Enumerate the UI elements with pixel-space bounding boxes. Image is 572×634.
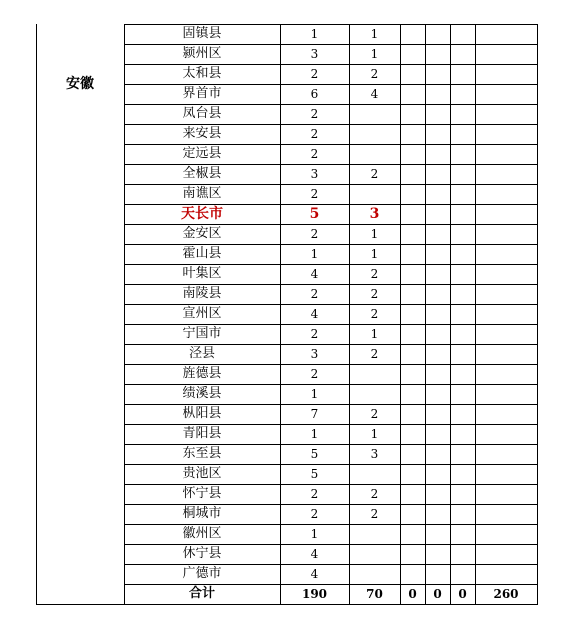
count-e-cell	[450, 524, 475, 544]
count-total-cell	[475, 384, 537, 404]
count-total-cell	[475, 364, 537, 384]
count-total-cell	[475, 444, 537, 464]
count-a-cell: 4	[310, 307, 319, 321]
count-a-cell: 2	[310, 107, 319, 121]
count-total-cell	[475, 424, 537, 444]
count-d-cell	[425, 84, 450, 104]
count-b-cell	[349, 144, 400, 164]
count-total-cell	[475, 564, 537, 584]
table-row	[124, 264, 537, 284]
table-row	[124, 524, 537, 544]
count-c-cell	[400, 324, 425, 344]
county-name-cell: 南陵县	[182, 286, 222, 301]
count-e-cell	[450, 284, 475, 304]
count-c-cell	[400, 364, 425, 384]
count-c-cell	[400, 64, 425, 84]
count-c-cell	[400, 524, 425, 544]
count-a-cell: 5	[310, 467, 319, 481]
count-b-cell: 1	[370, 47, 379, 61]
count-a-cell: 4	[310, 547, 319, 561]
count-e-cell	[450, 484, 475, 504]
count-c-cell	[400, 204, 425, 224]
count-b-cell: 2	[370, 507, 379, 521]
table-row	[124, 484, 537, 504]
table-row	[124, 444, 537, 464]
total-a-cell: 190	[301, 587, 328, 601]
count-d-cell	[425, 464, 450, 484]
total-c-cell: 0	[408, 587, 417, 601]
table-row	[124, 344, 537, 364]
count-b-cell	[349, 464, 400, 484]
count-d-cell	[425, 304, 450, 324]
table-row	[124, 304, 537, 324]
count-d-cell	[425, 424, 450, 444]
county-name-cell: 宣州区	[182, 306, 222, 321]
county-name-cell: 全椒县	[182, 166, 222, 181]
count-c-cell	[400, 164, 425, 184]
count-e-cell	[450, 184, 475, 204]
table-row	[124, 324, 537, 344]
table-row	[124, 204, 537, 224]
county-name-cell: 宁国市	[182, 326, 222, 341]
count-a-cell: 3	[310, 347, 319, 361]
count-e-cell	[450, 384, 475, 404]
count-c-cell	[400, 244, 425, 264]
county-name-cell: 怀宁县	[182, 486, 222, 501]
count-c-cell	[400, 464, 425, 484]
county-name-cell: 青阳县	[182, 426, 222, 441]
count-e-cell	[450, 24, 475, 44]
count-b-cell: 2	[370, 347, 379, 361]
count-total-cell	[475, 244, 537, 264]
count-e-cell	[450, 324, 475, 344]
count-total-cell	[475, 404, 537, 424]
count-d-cell	[425, 564, 450, 584]
count-c-cell	[400, 564, 425, 584]
count-e-cell	[450, 204, 475, 224]
count-d-cell	[425, 64, 450, 84]
count-d-cell	[425, 104, 450, 124]
count-b-cell: 2	[370, 167, 379, 181]
table-row	[124, 84, 537, 104]
count-c-cell	[400, 144, 425, 164]
count-e-cell	[450, 264, 475, 284]
county-name-cell: 徽州区	[182, 526, 222, 541]
count-e-cell	[450, 224, 475, 244]
count-b-cell	[349, 544, 400, 564]
count-total-cell	[475, 184, 537, 204]
count-e-cell	[450, 544, 475, 564]
count-e-cell	[450, 404, 475, 424]
count-a-cell: 5	[310, 447, 319, 461]
county-name-cell: 休宁县	[182, 546, 222, 561]
table-row	[124, 164, 537, 184]
count-e-cell	[450, 164, 475, 184]
count-total-cell	[475, 84, 537, 104]
count-total-cell	[475, 264, 537, 284]
count-total-cell	[475, 124, 537, 144]
table-row	[124, 144, 537, 164]
total-label-cell: 合计	[188, 586, 215, 601]
count-d-cell	[425, 144, 450, 164]
count-a-cell: 7	[310, 407, 319, 421]
count-total-cell	[475, 64, 537, 84]
count-e-cell	[450, 64, 475, 84]
count-b-cell: 1	[370, 247, 379, 261]
count-b-cell	[349, 364, 400, 384]
count-total-cell	[475, 164, 537, 184]
count-d-cell	[425, 24, 450, 44]
count-b-cell: 3	[370, 447, 379, 461]
table-row	[124, 44, 537, 64]
count-a-cell: 4	[310, 267, 319, 281]
count-total-cell	[475, 484, 537, 504]
count-total-cell	[475, 524, 537, 544]
count-b-cell: 1	[370, 327, 379, 341]
count-e-cell	[450, 44, 475, 64]
table-row	[124, 24, 537, 44]
count-a-cell: 2	[310, 127, 319, 141]
count-c-cell	[400, 284, 425, 304]
count-e-cell	[450, 144, 475, 164]
table-row	[124, 504, 537, 524]
count-c-cell	[400, 424, 425, 444]
total-b-cell: 70	[366, 587, 383, 601]
count-a-cell: 2	[310, 507, 319, 521]
count-a-cell: 2	[310, 147, 319, 161]
table-row	[124, 544, 537, 564]
count-d-cell	[425, 324, 450, 344]
count-b-cell	[349, 104, 400, 124]
count-e-cell	[450, 444, 475, 464]
count-c-cell	[400, 84, 425, 104]
row-line	[36, 604, 538, 605]
county-name-cell: 定远县	[182, 146, 222, 161]
count-total-cell	[475, 464, 537, 484]
count-a-cell: 2	[310, 227, 319, 241]
count-d-cell	[425, 344, 450, 364]
count-d-cell	[425, 264, 450, 284]
count-total-cell	[475, 284, 537, 304]
count-a-cell: 1	[310, 527, 319, 541]
count-a-cell: 6	[310, 87, 319, 101]
count-d-cell	[425, 524, 450, 544]
count-b-cell: 2	[370, 487, 379, 501]
count-a-cell: 1	[310, 387, 319, 401]
count-total-cell	[475, 104, 537, 124]
count-e-cell	[450, 364, 475, 384]
count-b-cell: 1	[370, 427, 379, 441]
count-d-cell	[425, 44, 450, 64]
count-total-cell	[475, 224, 537, 244]
count-c-cell	[400, 184, 425, 204]
table-row	[124, 424, 537, 444]
count-total-cell	[475, 44, 537, 64]
county-name-cell: 金安区	[182, 226, 222, 241]
county-name-cell: 霍山县	[182, 246, 222, 261]
count-a-cell: 1	[310, 27, 319, 41]
count-d-cell	[425, 244, 450, 264]
county-name-cell: 来安县	[182, 126, 222, 141]
total-row	[124, 584, 537, 604]
count-c-cell	[400, 404, 425, 424]
count-d-cell	[425, 204, 450, 224]
count-a-cell: 3	[310, 47, 319, 61]
count-a-cell: 3	[310, 167, 319, 181]
count-c-cell	[400, 224, 425, 244]
count-e-cell	[450, 124, 475, 144]
count-d-cell	[425, 504, 450, 524]
count-total-cell	[475, 144, 537, 164]
count-total-cell	[475, 344, 537, 364]
count-d-cell	[425, 284, 450, 304]
count-c-cell	[400, 484, 425, 504]
total-f-cell: 260	[493, 587, 519, 601]
count-total-cell	[475, 544, 537, 564]
county-name-cell: 旌德县	[182, 366, 222, 381]
table-row	[124, 564, 537, 584]
county-name-cell: 固镇县	[182, 26, 222, 41]
count-e-cell	[450, 304, 475, 324]
count-e-cell	[450, 424, 475, 444]
count-e-cell	[450, 464, 475, 484]
county-name-cell: 南谯区	[182, 186, 222, 201]
count-e-cell	[450, 244, 475, 264]
county-name-cell: 泾县	[188, 346, 215, 361]
count-c-cell	[400, 44, 425, 64]
count-d-cell	[425, 444, 450, 464]
count-b-cell: 4	[370, 87, 379, 101]
table-row	[124, 404, 537, 424]
count-d-cell	[425, 404, 450, 424]
count-d-cell	[425, 224, 450, 244]
count-e-cell	[450, 84, 475, 104]
count-b-cell: 2	[370, 307, 379, 321]
count-a-cell: 2	[310, 487, 319, 501]
count-b-cell: 2	[370, 407, 379, 421]
count-total-cell	[475, 324, 537, 344]
count-c-cell	[400, 264, 425, 284]
table-row	[124, 224, 537, 244]
total-d-cell: 0	[433, 587, 442, 601]
count-a-cell: 2	[310, 327, 319, 341]
count-c-cell	[400, 504, 425, 524]
count-a-cell: 4	[310, 567, 319, 581]
province-cell: 安徽	[66, 76, 94, 92]
count-b-cell	[349, 524, 400, 544]
county-name-cell: 天长市	[181, 206, 223, 222]
count-d-cell	[425, 384, 450, 404]
county-name-cell: 太和县	[182, 66, 222, 81]
county-name-cell: 叶集区	[182, 266, 222, 281]
table-row	[124, 384, 537, 404]
count-d-cell	[425, 364, 450, 384]
table-row	[124, 464, 537, 484]
count-total-cell	[475, 304, 537, 324]
count-c-cell	[400, 304, 425, 324]
count-b-cell: 1	[370, 227, 379, 241]
count-total-cell	[475, 504, 537, 524]
table-row	[124, 184, 537, 204]
table-row	[124, 124, 537, 144]
count-b-cell: 2	[370, 287, 379, 301]
county-name-cell: 贵池区	[182, 466, 222, 481]
count-b-cell: 2	[370, 67, 379, 81]
count-c-cell	[400, 104, 425, 124]
count-c-cell	[400, 544, 425, 564]
count-d-cell	[425, 164, 450, 184]
count-a-cell: 2	[310, 67, 319, 81]
count-c-cell	[400, 344, 425, 364]
count-e-cell	[450, 504, 475, 524]
table-row	[124, 244, 537, 264]
total-e-cell: 0	[458, 587, 467, 601]
count-a-cell: 2	[310, 287, 319, 301]
county-name-cell: 界首市	[182, 86, 222, 101]
count-a-cell: 2	[310, 367, 319, 381]
count-d-cell	[425, 124, 450, 144]
count-c-cell	[400, 24, 425, 44]
table-row	[124, 284, 537, 304]
count-b-cell: 3	[369, 206, 380, 222]
count-d-cell	[425, 184, 450, 204]
count-e-cell	[450, 564, 475, 584]
count-b-cell	[349, 124, 400, 144]
county-name-cell: 东至县	[182, 446, 222, 461]
count-b-cell: 2	[370, 267, 379, 281]
county-name-cell: 凤台县	[182, 106, 222, 121]
count-a-cell: 1	[310, 427, 319, 441]
count-d-cell	[425, 484, 450, 504]
county-name-cell: 颍州区	[182, 46, 222, 61]
count-total-cell	[475, 24, 537, 44]
count-e-cell	[450, 104, 475, 124]
count-b-cell: 1	[370, 27, 379, 41]
table-row	[124, 64, 537, 84]
county-name-cell: 绩溪县	[182, 386, 222, 401]
count-c-cell	[400, 384, 425, 404]
count-d-cell	[425, 544, 450, 564]
count-c-cell	[400, 444, 425, 464]
count-c-cell	[400, 124, 425, 144]
count-b-cell	[349, 184, 400, 204]
column-line	[537, 24, 538, 605]
table-row	[124, 364, 537, 384]
county-name-cell: 广德市	[182, 566, 222, 581]
county-name-cell: 桐城市	[182, 506, 222, 521]
table-row	[124, 104, 537, 124]
count-a-cell: 5	[309, 206, 320, 222]
count-a-cell: 1	[310, 247, 319, 261]
column-line	[36, 24, 37, 605]
count-a-cell: 2	[310, 187, 319, 201]
count-e-cell	[450, 344, 475, 364]
count-total-cell	[475, 204, 537, 224]
count-b-cell	[349, 384, 400, 404]
count-b-cell	[349, 564, 400, 584]
county-name-cell: 枞阳县	[182, 406, 222, 421]
